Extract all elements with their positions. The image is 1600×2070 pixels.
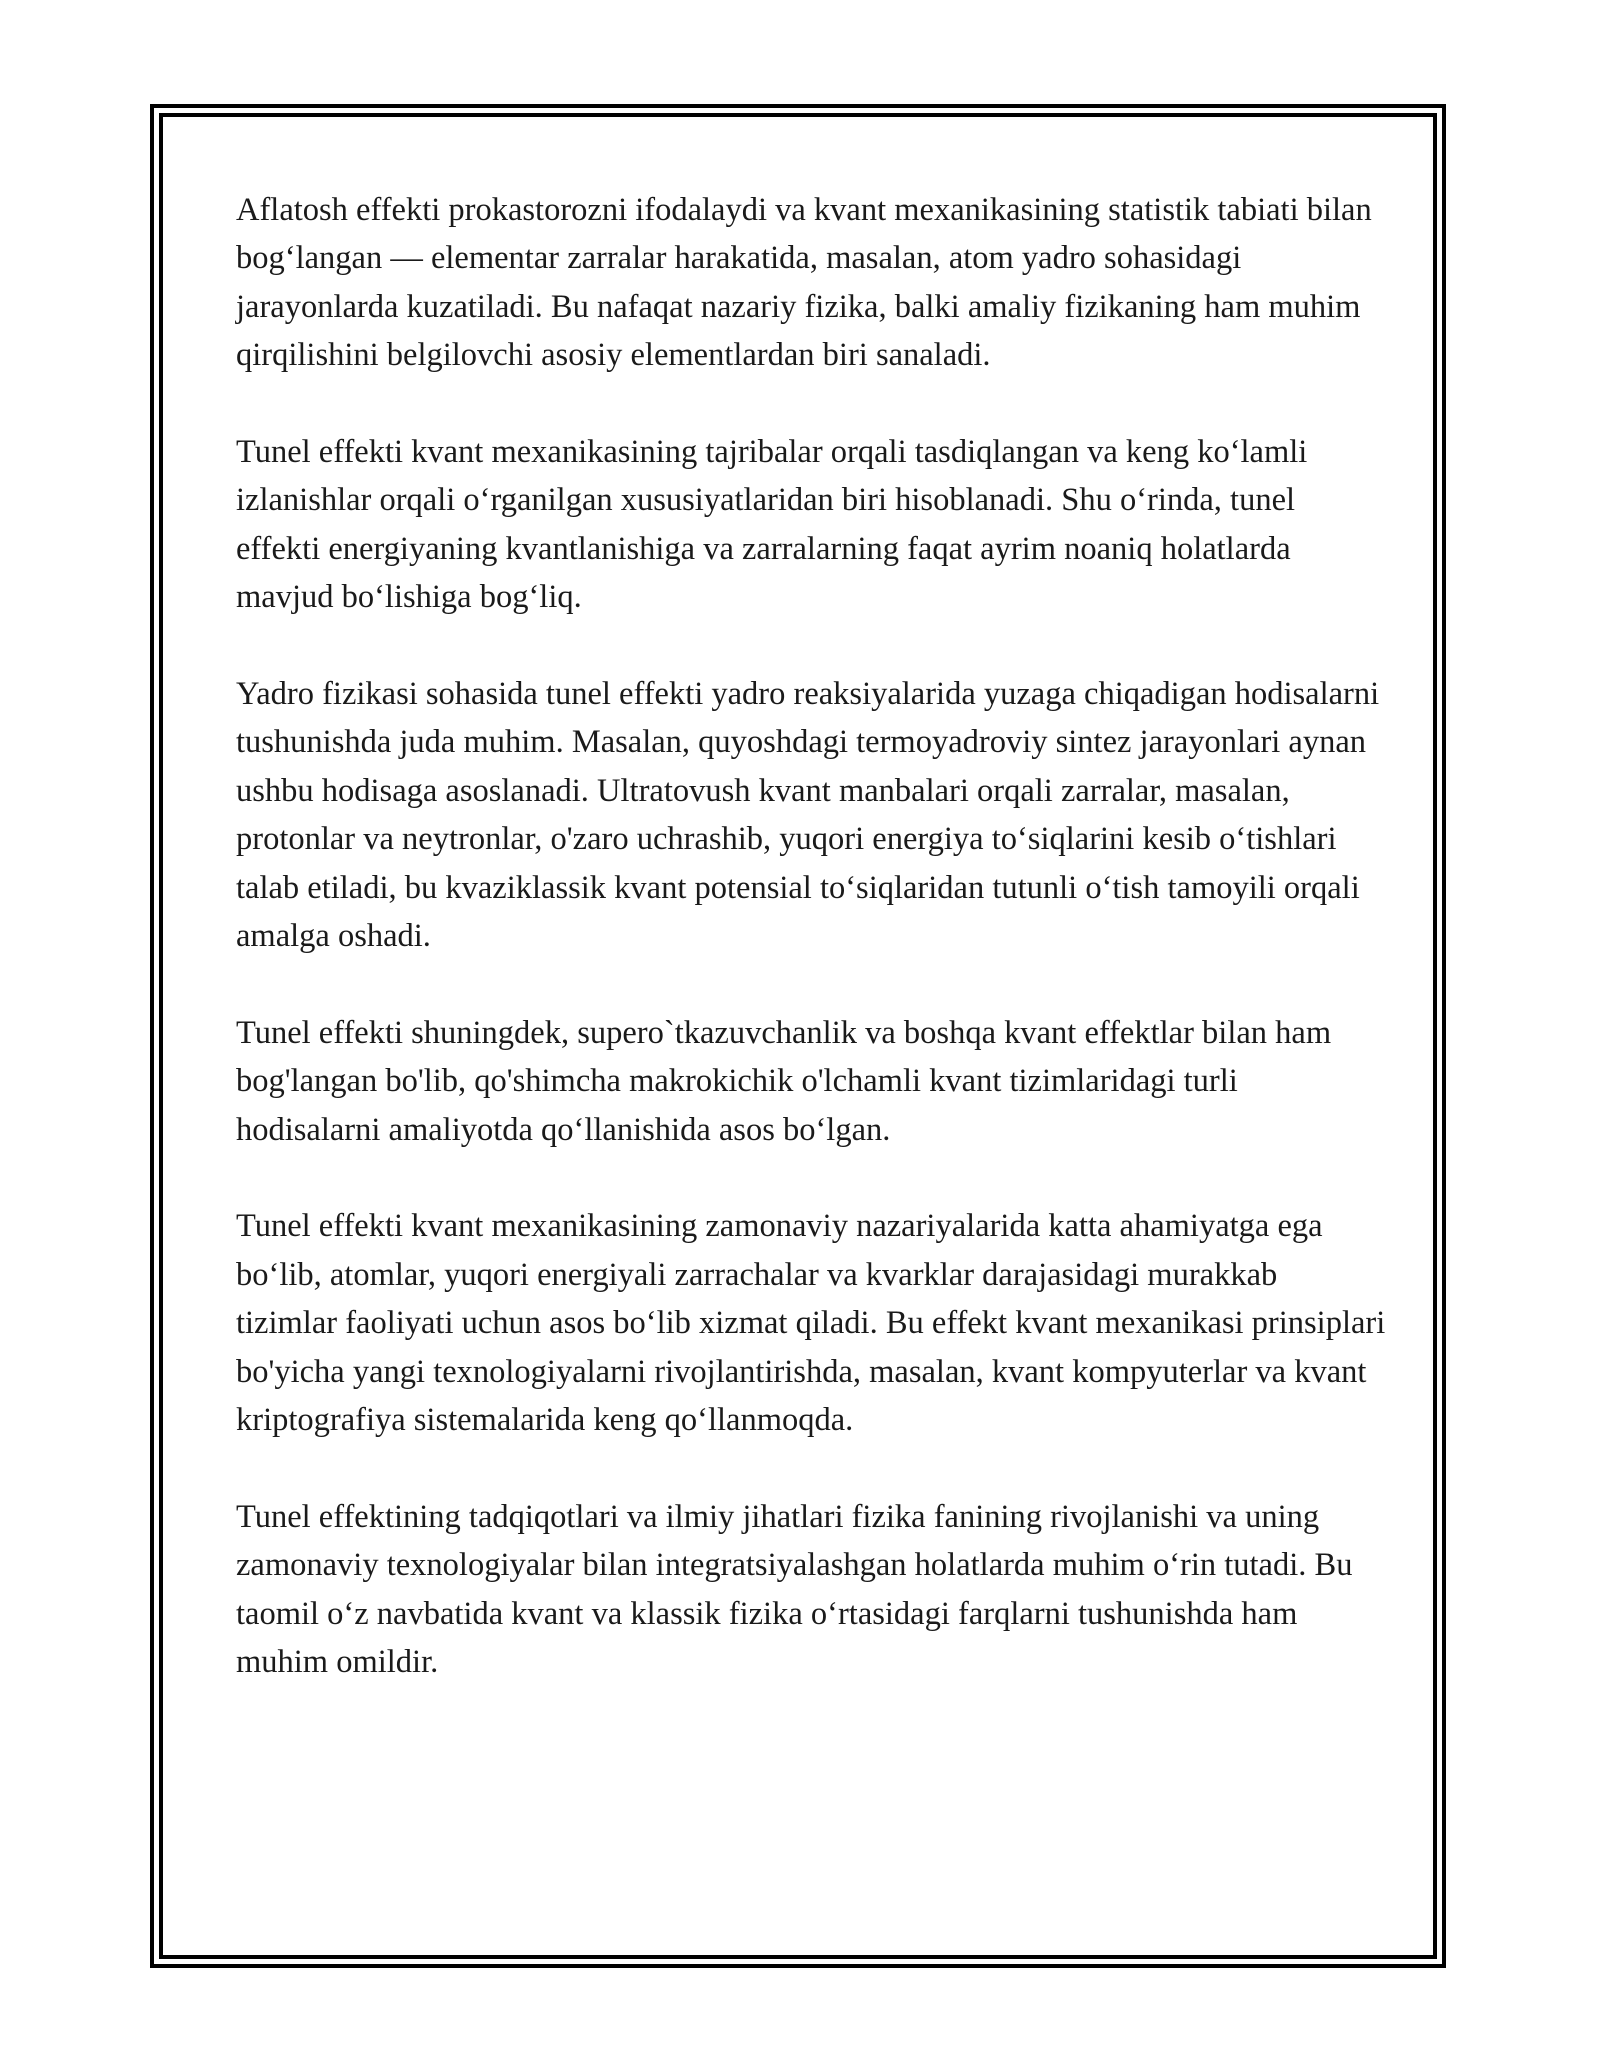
paragraph-6: Tunel effektining tadqiqotlari va ilmiy jihatlari fizika fanining rivojlanishi va uning zamonaviy texnologiyalar bilan integratsiyalashgan holatlarda muhim o‘rin tutadi. Bu taomil o‘z navbatida kvant va klassik fizika o‘rtasidagi farqlarni tushunishda ham muhim omildir. bbox=[236, 1498, 1353, 1681]
paragraph-3: Yadro fizikasi sohasida tunel effekti yadro reaksiyalarida yuzaga chiqadigan hodisalarni tushunishda juda muhim. Masalan, quyoshdagi termoyadroviy sintez jarayonlari aynan ushbu hodisaga asoslanadi. Ultratovush kvant manbalari orqali zarralar, masalan, protonlar va neytronlar, o'zaro uchrashib, yuqori energiya to‘siqlarini kesib o‘tishlari talab etiladi, bu kvaziklassik kvant potensial to‘siqlaridan tutunli o‘tish tamoyili orqali amalga oshadi. bbox=[236, 676, 1380, 955]
paragraph-2: Tunel effekti kvant mexanikasining tajribalar orqali tasdiqlangan va keng ko‘lamli izlanishlar orqali o‘rganilgan xususiyatlaridan biri hisoblanadi. Shu o‘rinda, tunel effekti energiyaning kvantlanishiga va zarralarning faqat ayrim noaniq holatlarda mavjud bo‘lishiga bog‘liq. bbox=[236, 434, 1308, 616]
paragraph-4: Tunel effekti shuningdek, supero`tkazuvchanlik va boshqa kvant effektlar bilan ham bog'langan bo'lib, qo'shimcha makrokichik o'lchamli kvant tizimlaridagi turli hodisalarni amaliyotda qo‘llanishida asos bo‘lgan. bbox=[236, 1014, 1332, 1148]
paragraph-5: Tunel effekti kvant mexanikasining zamonaviy nazariyalarida katta ahamiyatga ega bo‘lib, atomlar, yuqori energiyali zarrachalar va kvarklar darajasidagi murakkab tizimlar faoliyati uchun asos bo‘lib xizmat qiladi. Bu effekt kvant mexanikasi prinsiplari bo'yicha yangi texnologiyalarni rivojlantirishda, masalan, kvant kompyuterlar va kvant kriptografiya sistemalarida keng qo‘llanmoqda. bbox=[236, 1208, 1386, 1439]
document-body bbox=[236, 186, 1386, 1735]
paragraph-1: Aflatosh effekti prokastorozni ifodalaydi va kvant mexanikasining statistik tabiati bilan bog‘langan — elementar zarralar harakatida, masalan, atom yadro sohasidagi jarayonlarda kuzatiladi. Bu nafaqat nazariy fizika, balki amaliy fizikaning ham muhim qirqilishini belgilovchi asosiy elementlardan biri sanaladi. bbox=[236, 192, 1372, 374]
